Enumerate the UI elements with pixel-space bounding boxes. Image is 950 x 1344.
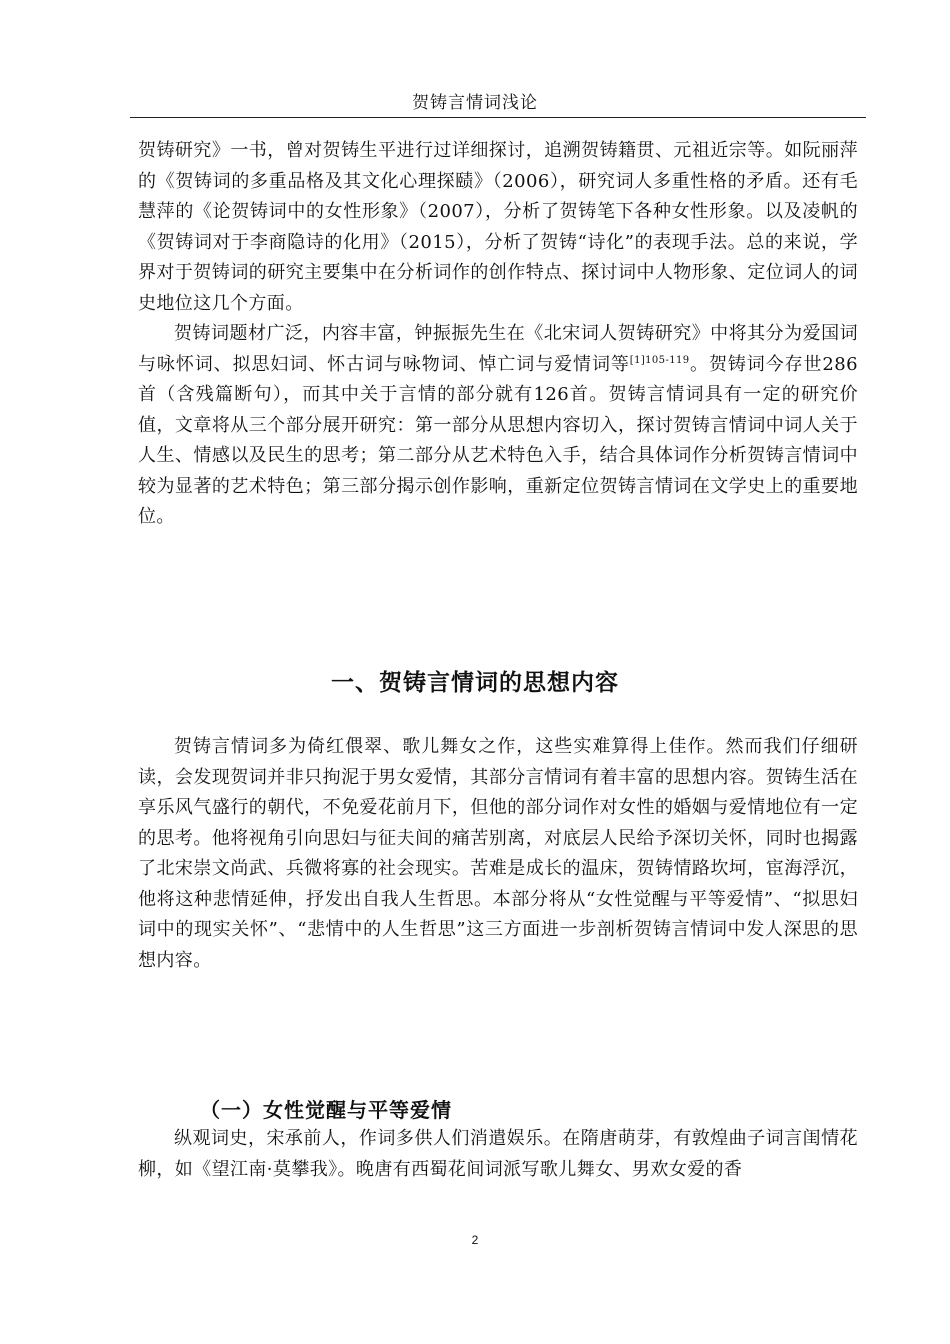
section-1-block <box>138 732 858 976</box>
intro-paragraph-2-text-b: 。贺铸词今存世286首（含残篇断句），而其中关于言情的部分就有126首。贺铸言情词具有一定的研究价值，文章将从三个部分展开研究：第一部分从思想内容切入，探讨贺铸言情词中词人关于人生、情感以及民生的思考；第二部分从艺术特色入手，结合具体词作分析贺铸言情词中较为显著的艺术特色；第三部分揭示创作影响，重新定位贺铸言情词在文学史上的重要地位。 <box>138 353 858 527</box>
header-divider <box>130 117 866 118</box>
citation-superscript: [1]105-119 <box>629 354 690 366</box>
subsection-heading-1: （一）女性觉醒与平等爱情 <box>200 1098 452 1122</box>
subsection-1-block <box>138 1124 858 1185</box>
intro-paragraph-2-text-a: 贺铸词题材广泛，内容丰富，钟振振先生在《北宋词人贺铸研究》中将其分为爱国词与咏怀词、拟思妇词、怀古词与咏物词、悼亡词与爱情词等 <box>138 323 858 375</box>
intro-block <box>138 136 858 533</box>
subsection-1-paragraph-1: 纵观词史，宋承前人，作词多供人们消遣娱乐。在隋唐萌芽，有敦煌曲子词言闺情花柳，如《望江南·莫攀我》。晚唐有西蜀花间词派写歌儿舞女、男欢女爱的香 <box>138 1128 858 1180</box>
intro-paragraph-1: 贺铸研究》一书，曾对贺铸生平进行过详细探讨，追溯贺铸籍贯、元祖近宗等。如阮丽萍的《贺铸词的多重品格及其文化心理探赜》（2006），研究词人多重性格的矛盾。还有毛慧萍的《论贺铸词中的女性形象》（2007），分析了贺铸笔下各种女性形象。以及凌帆的《贺铸词对于李商隐诗的化用》（2015），分析了贺铸“诗化”的表现手法。总的来说，学界对于贺铸词的研究主要集中在分析词作的创作特点、探讨词中人物形象、定位词人的词史地位这几个方面。 <box>138 140 858 314</box>
intro-paragraph-2 <box>138 319 858 533</box>
page-number: 2 <box>471 1233 479 1247</box>
section-heading-1: 一、贺铸言情词的思想内容 <box>331 670 619 696</box>
running-header-title: 贺铸言情词浅论 <box>412 93 538 113</box>
section-1-paragraph-1: 贺铸言情词多为倚红偎翠、歌儿舞女之作，这些实难算得上佳作。然而我们仔细研读，会发现贺词并非只拘泥于男女爱情，其部分言情词有着丰富的思想内容。贺铸生活在享乐风气盛行的朝代，不免爱花前月下，但他的部分词作对女性的婚姻与爱情地位有一定的思考。他将视角引向思妇与征夫间的痛苦别离，对底层人民给予深切关怀，同时也揭露了北宋崇文尚武、兵微将寡的社会现实。苦难是成长的温床，贺铸情路坎坷，宦海浮沉，他将这种悲情延伸，抒发出自我人生哲思。本部分将从“女性觉醒与平等爱情”、“拟思妇词中的现实关怀”、“悲情中的人生哲思”这三方面进一步剖析贺铸言情词中发人深思的思想内容。 <box>138 736 858 971</box>
